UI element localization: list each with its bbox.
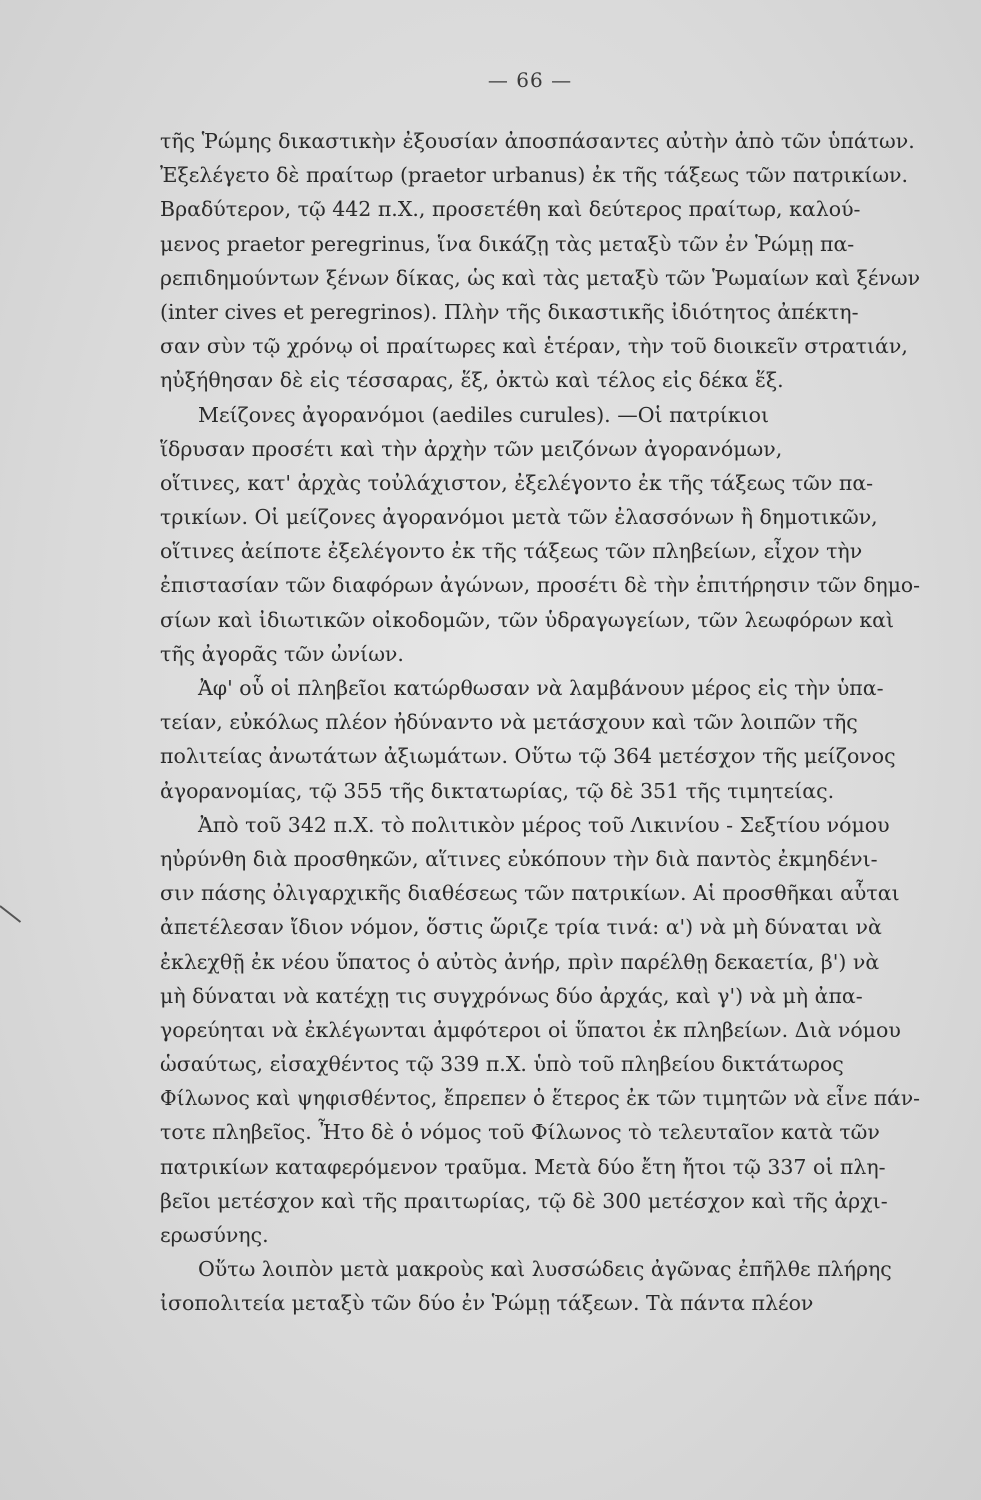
text-line: Ἐξελέγετο δὲ πραίτωρ (praetor urbanus) ἐκ τῆς τάξεως τῶν πατρικίων. — [160, 163, 909, 188]
text-line: σιν πάσης ὀλιγαρχικῆς διαθέσεως τῶν πατρικίων. Αἱ προσθῆκαι αὗται — [160, 881, 900, 906]
text-line: ἀπετέλεσαν ἴδιον νόμον, ὅστις ὥριζε τρία τινά: α') νὰ μὴ δύναται νὰ — [160, 915, 882, 940]
text-line: τῆς ἀγορᾶς τῶν ὠνίων. — [160, 641, 404, 666]
text-line: Φίλωνος καὶ ψηφισθέντος, ἔπρεπεν ὁ ἕτερος ἐκ τῶν τιμητῶν νὰ εἶνε πάν- — [160, 1086, 921, 1111]
text-line: σίων καὶ ἰδιωτικῶν οἰκοδομῶν, τῶν ὑδραγωγείων, τῶν λεωφόρων καὶ — [160, 607, 895, 632]
text-line: ερωσύνης. — [160, 1223, 269, 1247]
paragraph-start-line: Ἀπὸ τοῦ 342 π.Χ. τὸ πολιτικὸν μέρος τοῦ Λικινίου - Σεξτίου νόμου — [198, 812, 890, 837]
text-line: ἐκλεχθῇ ἐκ νέου ὕπατος ὁ αὐτὸς ἀνήρ, πρὶν παρέλθῃ δεκαετία, β') νὰ — [160, 949, 880, 974]
paragraph-start-line: Οὕτω λοιπὸν μετὰ μακροὺς καὶ λυσσώδεις ἀγῶνας ἐπῆλθε πλήρης — [198, 1257, 892, 1282]
paragraph-start-line: Ἀφ' οὗ οἱ πληβεῖοι κατώρθωσαν νὰ λαμβάνουν μέρος εἰς τὴν ὑπα- — [198, 676, 884, 700]
margin-mark — [0, 905, 21, 923]
text-line: πατρικίων καταφερόμενον τραῦμα. Μετὰ δύο ἔτη ἤτοι τῷ 337 οἱ πλη- — [160, 1154, 886, 1179]
text-line: Βραδύτερον, τῷ 442 π.Χ., προσετέθη καὶ δεύτερος πραίτωρ, καλού- — [160, 197, 861, 222]
text-line: τοτε πληβεῖος. Ἦτο δὲ ὁ νόμος τοῦ Φίλωνος τὸ τελευταῖον κατὰ τῶν — [160, 1120, 880, 1145]
text-line: βεῖοι μετέσχον καὶ τῆς πραιτωρίας, τῷ δὲ 300 μετέσχον καὶ τῆς ἀρχι- — [160, 1188, 888, 1213]
text-line: ἰσοπολιτεία μεταξὺ τῶν δύο ἐν Ῥώμῃ τάξεων. Τὰ πάντα πλέον — [160, 1291, 814, 1316]
section-heading-line: Μείζονες ἀγορανόμοι (aediles curules). —Οἱ πατρίκιοι — [198, 402, 770, 427]
text-line: πολιτείας ἀνωτάτων ἀξιωμάτων. Οὕτω τῷ 364 μετέσχον τῆς μείζονος — [160, 744, 896, 769]
text-line: ἐπιστασίαν τῶν διαφόρων ἀγώνων, προσέτι δὲ τὴν ἐπιτήρησιν τῶν δημο- — [160, 573, 921, 598]
text-line: γορεύηται νὰ ἐκλέγωνται ἀμφότεροι οἱ ὕπατοι ἐκ πληβείων. Διὰ νόμου — [160, 1017, 901, 1042]
page-number: — 66 — — [487, 68, 573, 92]
text-line: (inter cives et peregrinos). Πλὴν τῆς δικαστικῆς ἰδιότητος ἀπέκτη- — [160, 299, 859, 324]
text-line: σαν σὺν τῷ χρόνῳ οἱ πραίτωρες καὶ ἑτέραν, τὴν τοῦ διοικεῖν στρατιάν, — [160, 334, 908, 359]
text-line: ὡσαύτως, εἰσαχθέντος τῷ 339 π.Χ. ὑπὸ τοῦ πληβείου δικτάτωρος — [160, 1052, 844, 1077]
text-line: τῆς Ῥώμης δικαστικὴν ἐξουσίαν ἀποσπάσαντες αὐτὴν ἀπὸ τῶν ὑπάτων. — [160, 129, 915, 153]
text-line: ρεπιδημούντων ξένων δίκας, ὡς καὶ τὰς μεταξὺ τῶν Ῥωμαίων καὶ ξένων — [160, 265, 921, 290]
text-line: μὴ δύναται νὰ κατέχῃ τις συγχρόνως δύο ἀρχάς, καὶ γ') νὰ μὴ ἀπα- — [160, 983, 863, 1008]
text-line: ηὐξήθησαν δὲ εἰς τέσσαρας, ἕξ, ὀκτὼ καὶ τέλος εἰς δέκα ἕξ. — [160, 368, 784, 393]
text-line: ηὐρύνθη διὰ προσθηκῶν, αἵτινες εὐκόπουν τὴν διὰ παντὸς ἐκμηδένι- — [160, 846, 878, 871]
text-line: ἀγορανομίας, τῷ 355 τῆς δικτατωρίας, τῷ δὲ 351 τῆς τιμητείας. — [160, 778, 835, 803]
text-line: οἵτινες ἀείποτε ἐξελέγοντο ἐκ τῆς τάξεως τῶν πληβείων, εἶχον τὴν — [160, 539, 863, 564]
text-line: τρικίων. Οἱ μείζονες ἀγορανόμοι μετὰ τῶν ἐλασσόνων ἢ δημοτικῶν, — [160, 505, 878, 530]
text-line: ἵδρυσαν προσέτι καὶ τὴν ἀρχὴν τῶν μειζόνων ἀγορανόμων, — [160, 436, 783, 461]
body-text — [160, 124, 920, 1321]
text-line: μενος praetor peregrinus, ἵνα δικάζῃ τὰς μεταξὺ τῶν ἐν Ῥώμῃ πα- — [160, 231, 855, 256]
text-line: τείαν, εὐκόλως πλέον ἠδύναντο νὰ μετάσχουν καὶ τῶν λοιπῶν τῆς — [160, 710, 858, 735]
text-line: οἵτινες, κατ' ἀρχὰς τοὐλάχιστον, ἐξελέγοντο ἐκ τῆς τάξεως τῶν πα- — [160, 470, 874, 495]
